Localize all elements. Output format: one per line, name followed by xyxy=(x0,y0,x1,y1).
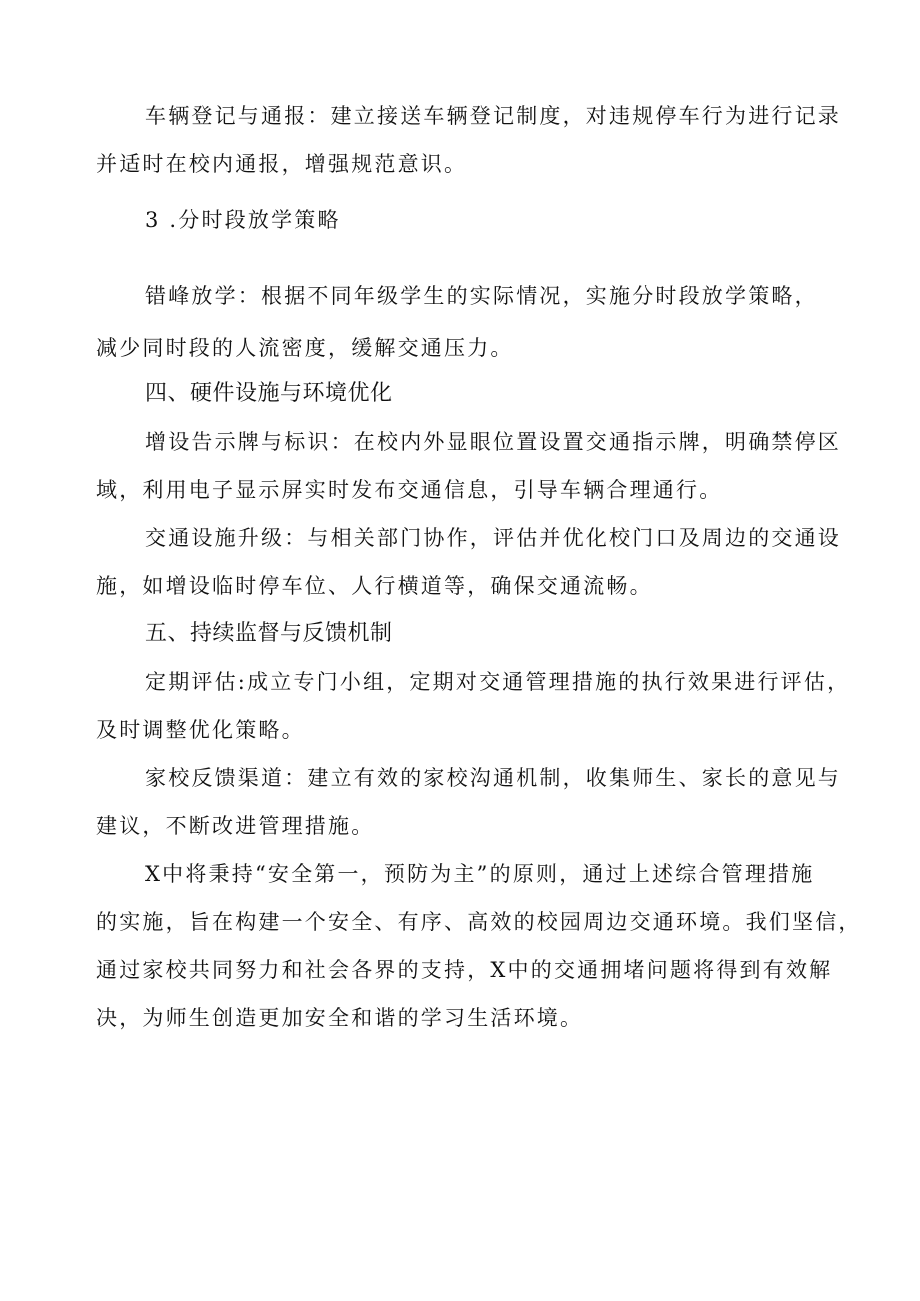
paragraph-line: 通过家校共同努力和社会各界的支持，X中的交通拥堵问题将得到有效解 xyxy=(96,958,833,982)
section-heading: 四、硬件设施与环境优化 xyxy=(145,381,393,406)
section-heading: 五、持续监督与反馈机制 xyxy=(145,621,393,646)
paragraph-line: 施，如增设临时停车位、人行横道等，确保交通流畅。 xyxy=(96,574,653,598)
paragraph-line: 决，为师生创造更加安全和谐的学习生活环境。 xyxy=(96,1006,584,1030)
paragraph-line: 并适时在校内通报，增强规范意识。 xyxy=(96,152,468,176)
paragraph-line: 车辆登记与通报：建立接送车辆登记制度，对违规停车行为进行记录 xyxy=(145,104,841,128)
paragraph-line: 家校反馈渠道：建立有效的家校沟通机制，收集师生、家长的意见与 xyxy=(145,766,841,790)
paragraph-line: X中将秉持“安全第一，预防为主”的原则，通过上述综合管理措施 xyxy=(145,862,815,886)
paragraph-line: 交通设施升级：与相关部门协作，评估并优化校门口及周边的交通设 xyxy=(145,526,841,550)
paragraph-line: 错峰放学：根据不同年级学生的实际情况，实施分时段放学策略， xyxy=(145,284,818,308)
paragraph-line: 减少同时段的人流密度，缓解交通压力。 xyxy=(96,336,514,360)
paragraph-line: 定期评估:成立专门小组，定期对交通管理措施的执行效果进行评估， xyxy=(145,670,851,694)
paragraph-line: 及时调整优化策略。 xyxy=(96,718,305,742)
subheading: 3 .分时段放学策略 xyxy=(145,208,341,232)
paragraph-line: 的实施，旨在构建一个安全、有序、高效的校园周边交通环境。我们坚信， xyxy=(96,910,862,934)
paragraph-line: 建议，不断改进管理措施。 xyxy=(96,814,375,838)
paragraph-line: 增设告示牌与标识：在校内外显眼位置设置交通指示牌，明确禁停区 xyxy=(145,430,841,454)
paragraph-line: 域，利用电子显示屏实时发布交通信息，引导车辆合理通行。 xyxy=(96,478,723,502)
